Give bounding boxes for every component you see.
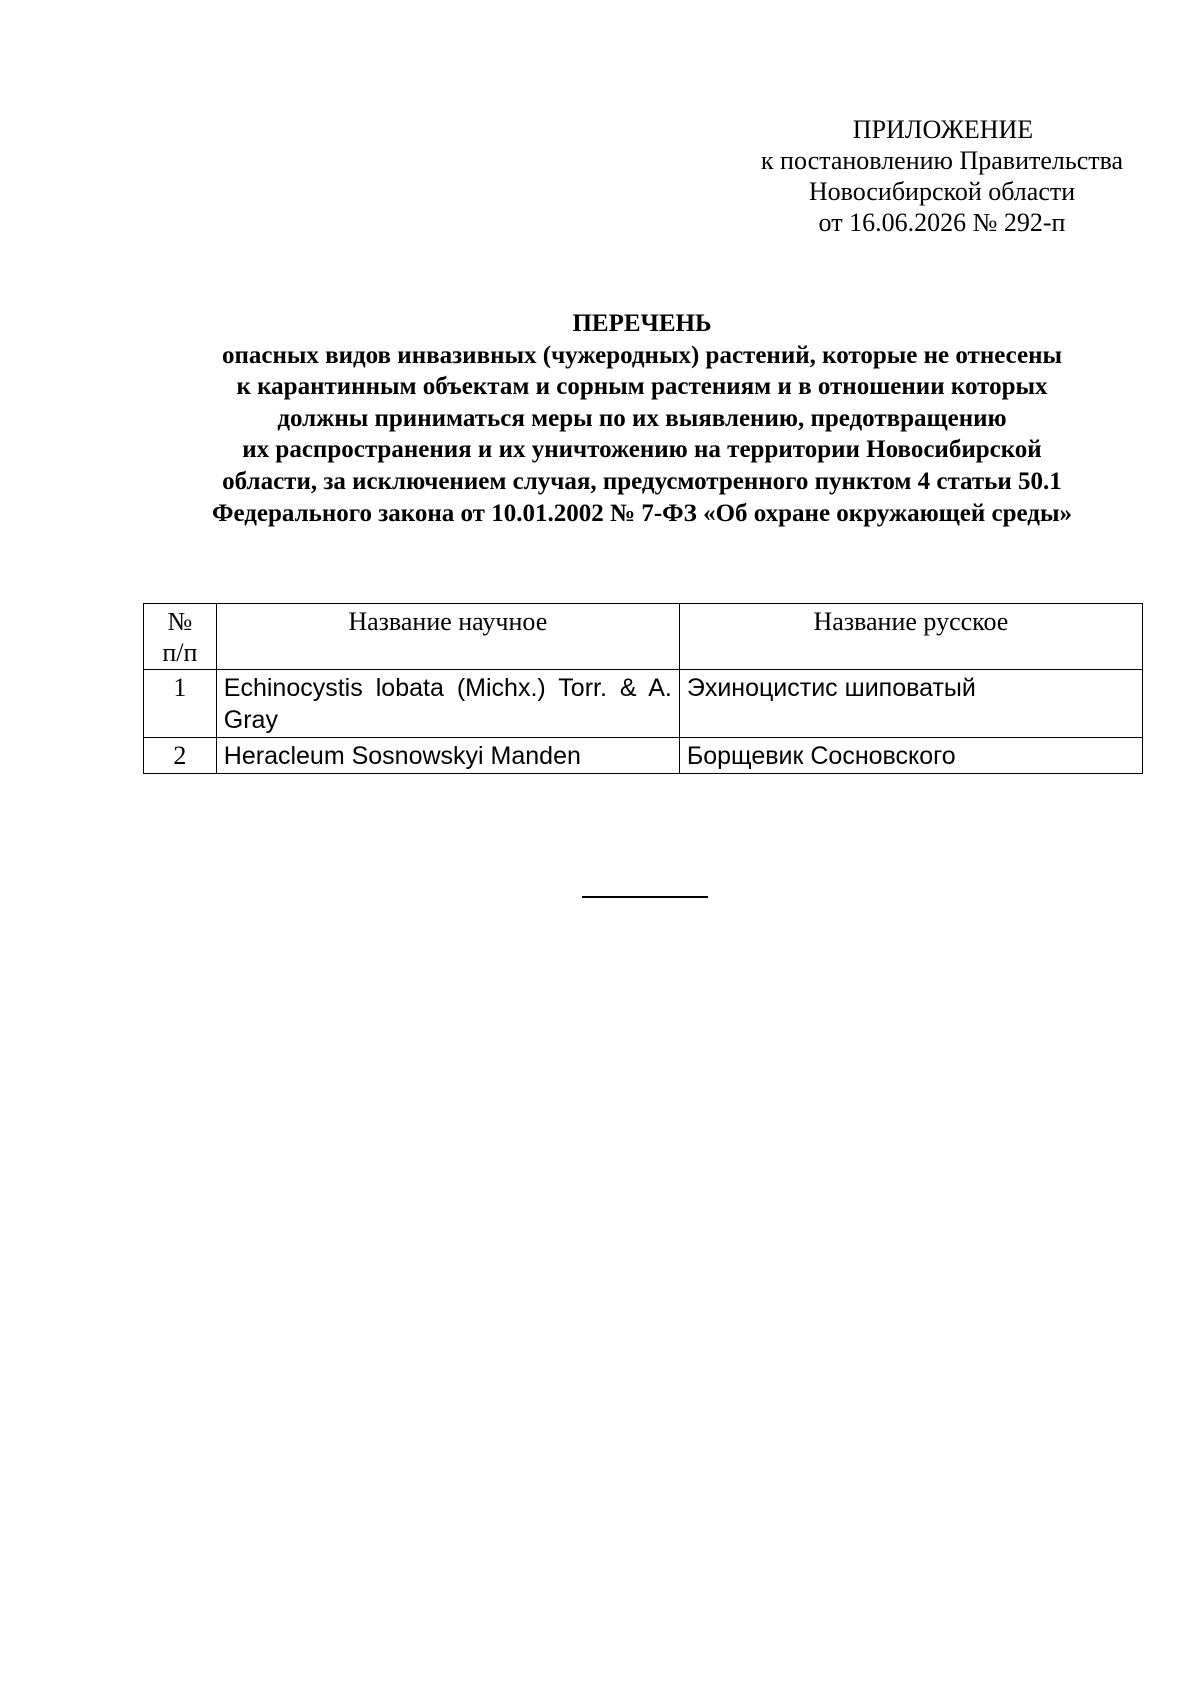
row-russian-name: [679, 670, 1142, 738]
row-number: 1: [144, 670, 217, 738]
row-russian-name: [679, 738, 1142, 774]
scientific-name-text: Echinocystis lobata (Michx.) Torr. & A. Gray: [223, 674, 672, 734]
title-line: опасных видов инвазивных (чужеродных) растений, которые не отнесены: [221, 341, 1063, 369]
title-line: Федерального закона от 10.01.2002 № 7-ФЗ «Об охране окружающей среды»: [212, 499, 1072, 527]
russian-name-text: Борщевик Сосновского: [686, 742, 956, 770]
appendix-line-resolution: к постановлению Правительства: [760, 146, 1124, 175]
table-header-row: [144, 604, 1143, 670]
header-number: [144, 604, 217, 670]
header-russian-name: Название русское: [679, 604, 1142, 670]
appendix-header: [740, 114, 1144, 238]
appendix-line-region: Новосибирской области: [808, 177, 1076, 206]
header-scientific-name: Название научное: [216, 604, 679, 670]
appendix-heading: ПРИЛОЖЕНИЕ: [852, 115, 1034, 144]
title-line: должны приниматься меры по их выявлению, предотвращению: [277, 404, 1007, 432]
end-of-document-line: [582, 896, 708, 898]
title-line: к карантинным объектам и сорным растениям и в отношении которых: [236, 373, 1048, 401]
russian-name-text: Эхиноцистис шиповатый: [686, 674, 976, 702]
title-line: их распространения и их уничтожению на территории Новосибирской: [242, 436, 1042, 464]
title-line: области, за исключением случая, предусмотренного пунктом 4 статьи 50.1: [222, 467, 1062, 495]
species-table: [143, 603, 1143, 774]
header-number-sign: №: [167, 607, 193, 636]
appendix-line-date-number: от 16.06.2026 № 292-п: [818, 208, 1066, 237]
row-scientific-name: [216, 670, 679, 738]
table-row: [144, 670, 1143, 738]
row-scientific-name: [216, 738, 679, 774]
row-number: 2: [144, 738, 217, 774]
document-title: [140, 308, 1144, 529]
header-number-abbrev: п/п: [162, 638, 198, 667]
scientific-name-text: Heracleum Sosnowskyi Manden: [223, 742, 581, 770]
title-heading: ПЕРЕЧЕНЬ: [572, 310, 712, 337]
table-row: [144, 738, 1143, 774]
